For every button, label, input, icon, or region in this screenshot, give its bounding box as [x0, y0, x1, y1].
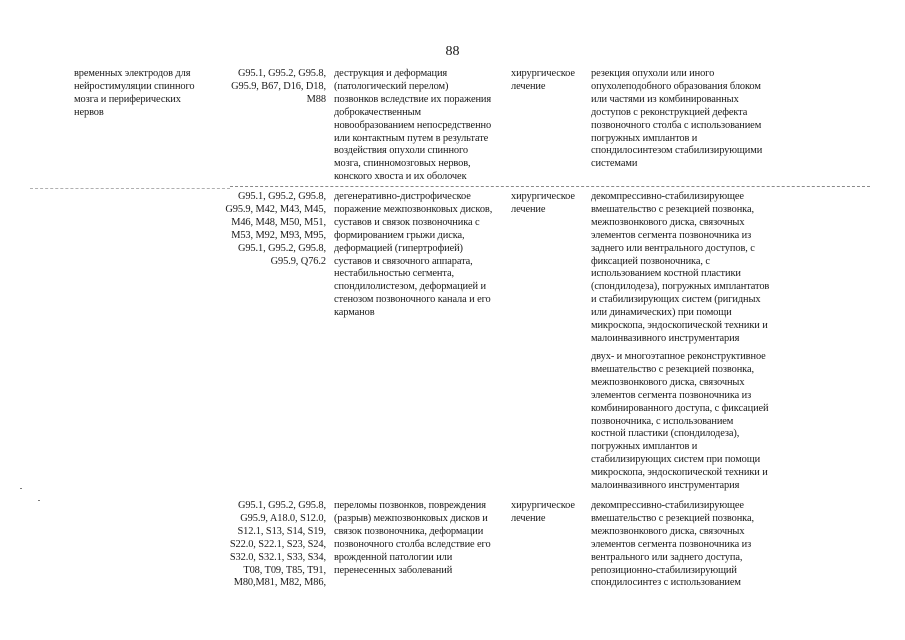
row1-diagnosis-cell: деструкция и деформация (патологический перелом) позвонков вследствие их поражения доброкачественным новообразованием непосредственно или контактным путем в результате воздействия опухоли спинного мозга, спинномозговых нервов, конского хвоста и их оболочек: [334, 68, 492, 183]
scan-speck: [38, 500, 40, 501]
row3-method-cell: декомпрессивно-стабилизирующее вмешательство с резекцией позвонка, межпозвонкового диска, связочных элементов сегмента позвоночника из вентрального или заднего доступа, репозиционно-стабилизирующий спондилосинтез с использованием: [591, 500, 754, 589]
page-number: 88: [445, 44, 460, 59]
row-divider: [230, 186, 870, 187]
row3-icd-codes-cell: G95.1, G95.2, G95.8, G95.9, A18.0, S12.0, S12.1, S13, S14, S19, S22.0, S22.1, S23, S24, S32.0, S32.1, S33, S34, T08, T09, T85, T91, M80,M81, M82, M86,: [229, 500, 326, 589]
row2-method-cell-1: декомпрессивно-стабилизирующее вмешательство с резекцией позвонка, межпозвонкового диска, связочных элементов сегмента позвоночника из заднего или вентрального доступов, с фиксацией позвоночника, с использованием костной пластики (спондилодеза), погружных имплантатов и стабилизирующих систем (ригидных или динамических) при помощи микроскопа, эндоскопической техники и малоинвазивного инструментария: [591, 191, 770, 344]
row2-icd-codes-cell: G95.1, G95.2, G95.8, G95.9, M42, M43, M45, M46, M48, M50, M51, M53, M92, M93, M95, G95.1, G95.2, G95.8, G95.9, Q76.2: [225, 191, 326, 267]
row3-diagnosis-cell: переломы позвонков, повреждения (разрыв) межпозвонковых дисков и связок позвоночника, деформации позвоночного столба вследствие его врожденной патологии или перенесенных заболеваний: [334, 500, 491, 576]
row1-method-cell: резекция опухоли или иного опухолеподобного образования блоком или частями из комбинированных доступов с реконструкцией дефекта позвоночного столба с использованием погружных имплантов и спондилосинтезом стабилизирующими системами: [591, 68, 763, 170]
row2-method-cell-2: двух- и многоэтапное реконструктивное вмешательство с резекцией позвонка, межпозвонкового диска, связочных элементов сегмента позвоночника из комбинированного доступа, с фиксацией позвоночника, с использованием костной пластики (спондилодеза), погружных имплантов и стабилизирующих систем при помощи микроскопа, эндоскопической техники и малоинвазивного инструментария: [591, 351, 769, 492]
row1-method-name-cell: временных электродов для нейростимуляции спинного мозга и периферических нервов: [74, 68, 195, 118]
row-divider-left: [30, 188, 230, 189]
row1-treatment-type-cell: хирургическое лечение: [511, 68, 575, 92]
scan-speck: [20, 488, 22, 489]
row1-icd-codes-cell: G95.1, G95.2, G95.8, G95.9, B67, D16, D18, M88: [231, 68, 326, 105]
row2-treatment-type-cell: хирургическое лечение: [511, 191, 575, 215]
row3-treatment-type-cell: хирургическое лечение: [511, 500, 575, 524]
row2-diagnosis-cell: дегенеративно-дистрофическое поражение межпозвонковых дисков, суставов и связок позвоночника с формированием грыжи диска, деформацией (гипертрофией) суставов и связочного аппарата, нестабильностью сегмента, спондилолистезом, деформацией и стенозом позвоночного канала и его карманов: [334, 191, 493, 319]
